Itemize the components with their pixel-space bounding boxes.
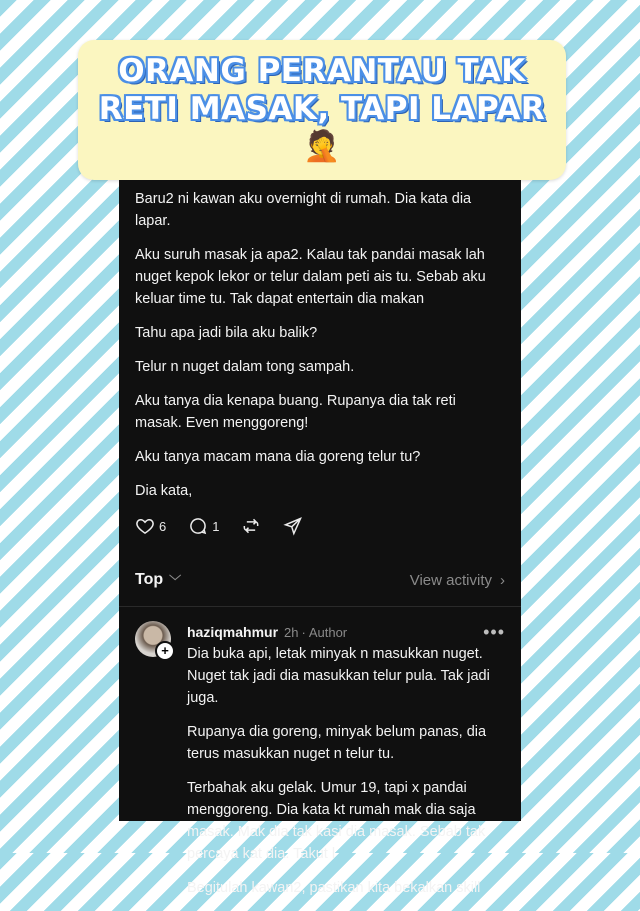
title-line-2: RETI MASAK, TAPI LAPAR: [98, 91, 546, 127]
post-paragraph: Tahu apa jadi bila aku balik?: [135, 325, 318, 341]
reply-count: 1: [212, 518, 220, 534]
post-paragraph: Dia kata,: [135, 483, 193, 499]
post-paragraph: Telur n nuget dalam tong sampah.: [135, 359, 355, 375]
view-activity-link[interactable]: [410, 572, 505, 589]
reply-paragraph: Rupanya dia goreng, minyak belum panas, dia terus masukkan nuget n telur tu.: [187, 724, 487, 762]
threads-screenshot: [119, 180, 521, 896]
post-actions: [135, 514, 505, 538]
post-paragraph: Aku tanya dia kenapa buang. Rupanya dia tak reti masak. Even menggoreng!: [135, 393, 456, 431]
post-paragraph: Aku suruh masak ja apa2. Kalau tak pandai masak lah nuget kepok lekor or telur dalam peti ais tu. Sebab aku keluar time tu. Tak dapat entertain dia makan: [135, 247, 486, 307]
reply-item: [119, 607, 521, 911]
share-button[interactable]: [283, 516, 303, 536]
post-paragraph: Aku tanya macam mana dia goreng telur tu?: [135, 449, 421, 465]
view-activity-label: View activity: [409, 571, 492, 589]
post-paragraph: Baru2 ni kawan aku overnight di rumah. Dia kata dia lapar.: [135, 191, 472, 229]
title-line-1: ORANG PERANTAU TAK: [118, 53, 526, 89]
reply-paragraph: Dia buka api, letak minyak n masukkan nuget. Nuget tak jadi dia masukkan telur pula. Tak jadi juga.: [187, 646, 490, 706]
chevron-down-icon: ﹀: [169, 573, 182, 588]
title-card: [78, 40, 566, 180]
more-icon[interactable]: •••: [483, 621, 505, 642]
reply-body: [187, 621, 505, 911]
like-button[interactable]: [135, 516, 166, 536]
heart-icon: [135, 516, 155, 536]
facepalm-emoji: 🤦: [303, 130, 341, 163]
avatar[interactable]: [135, 621, 171, 657]
reply-paragraph: Terbahak aku gelak. Umur 19, tapi x pandai menggoreng. Dia kata kt rumah mak dia saja masak. Mak dia tak kasi dia masak. Sebab tak percaya kat dia. Takut l: [187, 780, 486, 862]
follow-plus-icon[interactable]: +: [155, 641, 175, 661]
meta-separator: ·: [301, 624, 306, 640]
reply-header: [187, 621, 505, 643]
chevron-right-icon: ›: [500, 571, 505, 589]
comment-icon: [188, 516, 208, 536]
repost-icon: [241, 516, 261, 536]
reply-time: 2h: [284, 624, 299, 640]
reply-paragraph: Begitulah kawan2, pastikan kita bekalkan skill: [187, 880, 481, 896]
like-count: 6: [159, 518, 167, 534]
sort-label: Top: [135, 571, 164, 588]
author-badge: Author: [308, 624, 348, 640]
reply-button[interactable]: [188, 516, 219, 536]
repost-button[interactable]: [241, 516, 261, 536]
sort-bar: [119, 568, 521, 592]
sort-dropdown[interactable]: [135, 571, 181, 589]
send-icon: [283, 516, 303, 536]
reply-username[interactable]: haziqmahmur: [187, 624, 279, 640]
post-body: [119, 180, 521, 538]
